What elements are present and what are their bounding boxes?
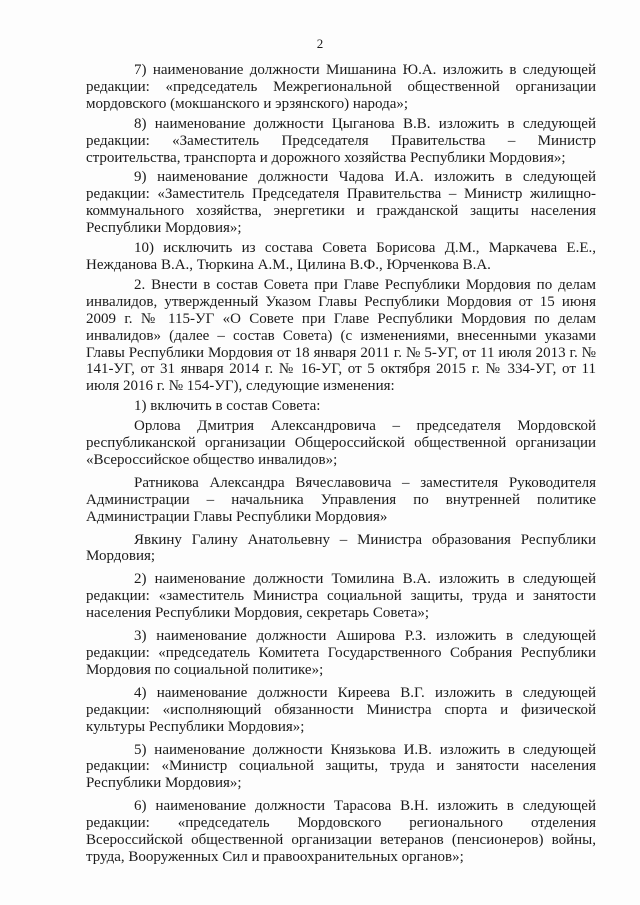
paragraph-subitem-1: 1) включить в состав Совета: <box>134 398 321 415</box>
paragraph-member-yavkina: Явкину Галину Анатольевну – Министра образования Республики Мордовия; <box>86 531 596 565</box>
page-number: 2 <box>316 36 324 51</box>
paragraph-subitem-4: 4) наименование должности Киреева В.Г. изложить в следующей редакции: «исполняющий обязанности Министра спорта и физической культуры Республики Мордовия»; <box>86 684 596 735</box>
paragraph-item-10: 10) исключить из состава Совета Борисова Д.М., Маркачева Е.Е., Нежданова В.А., Тюркина А.М., Цилина В.Ф., Юрченкова В.А. <box>86 240 596 273</box>
paragraph-member-orlov: Орлова Дмитрия Александровича – председателя Мордовской республиканской организации Общероссийской общественной организации «Всероссийское общество инвалидов»; <box>86 418 596 468</box>
paragraph-subitem-6: 6) наименование должности Тарасова В.Н. изложить в следующей редакции: «председатель Мордовского регионального отделения Всероссийской общественной организации ветеранов (пенсионеров) войны, труда, Вооруженных Сил и правоохранительных органов»; <box>86 798 596 865</box>
paragraph-subitem-2: 2) наименование должности Томилина В.А. изложить в следующей редакции: «заместитель Министра социальной защиты, труда и занятости населения Республики Мордовия, секретарь Совета»; <box>86 571 596 622</box>
paragraph-subitem-3: 3) наименование должности Аширова Р.З. изложить в следующей редакции: «председатель Комитета Государственного Собрания Республики Мордовия по социальной политике»; <box>86 628 596 678</box>
paragraph-item-8: 8) наименование должности Цыганова В.В. изложить в следующей редакции: «Заместитель Председателя Правительства – Министр строительства, транспорта и дорожного хозяйства Республики Мордовия»; <box>86 115 596 166</box>
paragraph-section-2: 2. Внести в состав Совета при Главе Республики Мордовия по делам инвалидов, утвержденный Указом Главы Республики Мордовия от 15 июня 2009 г. № 115-УГ «О Совете при Главе Республики Мордовия по делам инвалидов» (далее – состав Совета) (с изменениями, внесенными указами Главы Республики Мордовия от 18 января 2011 г. № 5-УГ, от 11 июля 2013 г. № 141-УГ, от 31 января 2014 г. № 16-УГ, от 5 октября 2015 г. № 334-УГ, от 11 июля 2016 г. № 154-УГ), следующие изменения: <box>86 276 596 395</box>
document-body <box>86 62 596 866</box>
paragraph-item-7: 7) наименование должности Мишанина Ю.А. изложить в следующей редакции: «председатель Межрегиональной общественной организации мордовского (мокшанского и эрзянского) народа»; <box>86 62 596 112</box>
paragraph-member-ratnikov: Ратникова Александра Вячеславовича – заместителя Руководителя Администрации – начальника Управления по внутренней политике Администрации Главы Республики Мордовия» <box>86 474 596 525</box>
paragraph-subitem-5: 5) наименование должности Князькова И.В. изложить в следующей редакции: «Министр социальной защиты, труда и занятости населения Республики Мордовия»; <box>86 741 596 792</box>
paragraph-item-9: 9) наименование должности Чадова И.А. изложить в следующей редакции: «Заместитель Председателя Правительства – Министр жилищно-коммунального хозяйства, энергетики и гражданской защиты населения Республики Мордовия»; <box>86 169 596 237</box>
